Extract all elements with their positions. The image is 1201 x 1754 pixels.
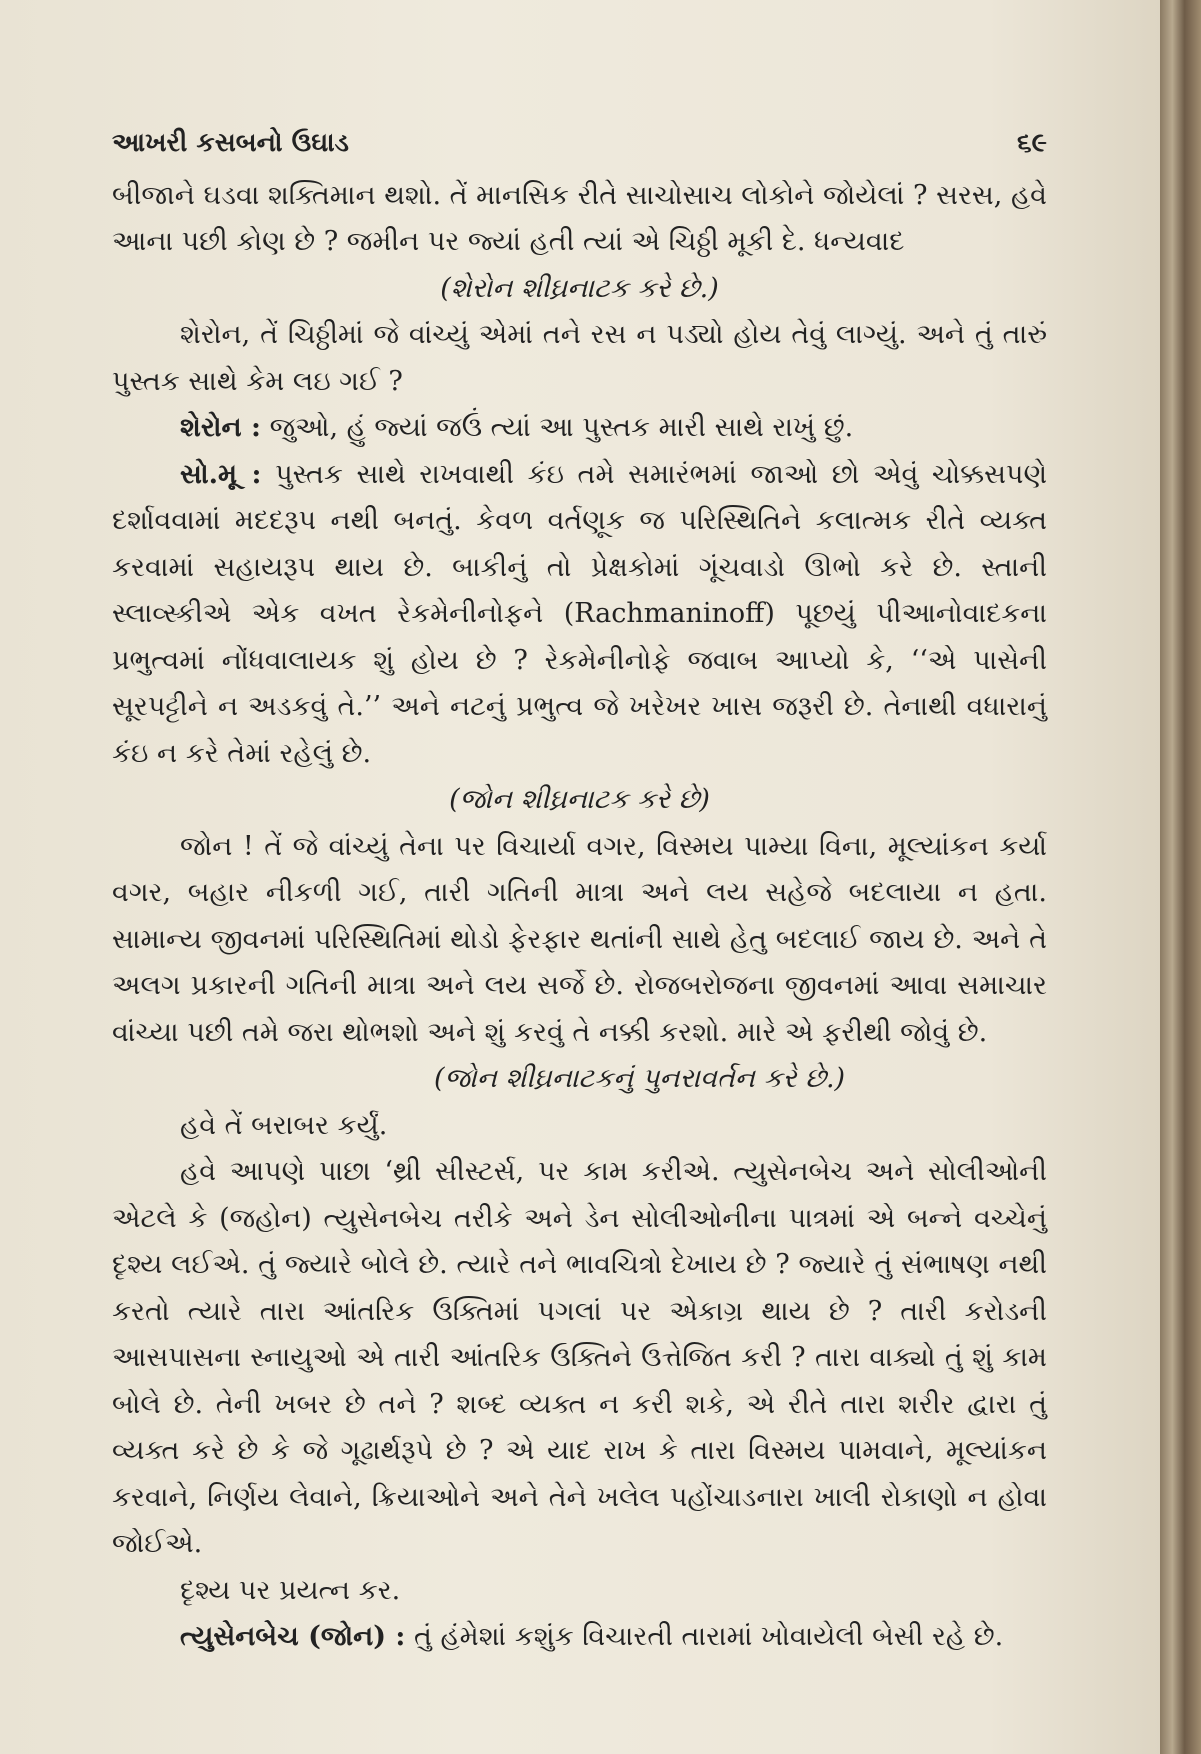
- stage-direction: (જોન શીઘ્રનાટક કરે છે): [449, 784, 710, 815]
- page-edge: [1160, 0, 1201, 1754]
- stage-direction: (જોન શીઘ્રનાટકનું પુનરાવર્તન કરે છે.): [433, 1063, 846, 1094]
- dialogue-text: પુસ્તક સાથે રાખવાથી કંઇ તમે સમારંભમાં જાઓ છો એવું ચોક્કસપણે દર્શાવવામાં મદદરૂપ નથી બનતું. કેવળ વર્તણૂક જ પરિસ્થિતિને કલાત્મક રીતે વ્યક્ત કરવામાં સહાયરૂપ થાય છે. બાકીનું તો પ્રેક્ષકોમાં ગૂંચવાડો ઊભો કરે છે. સ્તાની સ્લાવ્સ્કીએ એક વખત રેકમેનીનોફને (Rachmaninoff) પૂછયું પીઆનોવાદકના પ્રભુત્વમાં નોંધવાલાયક શું હોય છે ? રેકમેનીનોફે જવાબ આપ્યો કે, ‘‘એ પાસેની સૂરપટ્ટીને ન અડકવું તે.’’ અને નટનું પ્રભુત્વ જે ખરેખર ખાસ જરૂરી છે. તેનાથી વધારાનું કંઇ ન કરે તેમાં રહેલું છે.: [112, 458, 1048, 769]
- stage-direction: (શેરોન શીઘ્રનાટક કરે છે.): [440, 272, 719, 304]
- paragraph: બીજાને ઘડવા શક્તિમાન થશો. તેં માનસિક રીતે સાચોસાચ લોકોને જોયેલાં ? સરસ, હવે આના પછી કોણ છે ? જમીન પર જ્યાં હતી ત્યાં એ ચિઠ્ઠી મૂકી દે. ધન્યવાદ: [112, 179, 1047, 257]
- dialogue-line: [112, 452, 1047, 778]
- paragraph: જોન ! તેં જે વાંચ્યું તેના પર વિચાર્યા વગર, વિસ્મય પામ્યા વિના, મૂલ્યાંકન કર્યા વગર, બહાર નીકળી ગઈ, તારી ગતિની માત્રા અને લય સહેજે બદલાયા ન હતા. સામાન્ય જીવનમાં પરિસ્થિતિમાં થોડો ફેરફાર થતાંની સાથે હેતુ બદલાઈ જાય છે. અને તે અલગ પ્રકારની ગતિની માત્રા અને લય સર્જે છે. રોજબરોજના જીવનમાં આવા સમાચાર વાંચ્યા પછી તમે જરા થોભશો અને શું કરવું તે નક્કી કરશો. મારે એ ફરીથી જોવું છે.: [112, 830, 1047, 1048]
- paragraph: હવે આપણે પાછા ‘થ્રી સીસ્ટર્સ, પર કામ કરીએ. ત્યુસેનબેચ અને સોલીઓની એટલે કે (જહોન) ત્યુસેનબેચ તરીકે અને ડેન સોલીઓનીના પાત્રમાં એ બન્ને વચ્ચેનું દૃશ્ય લઈએ. તું જ્યારે બોલે છે. ત્યારે તને ભાવચિત્રો દેખાય છે ? જ્યારે તું સંભાષણ નથી કરતો ત્યારે તારા આંતરિક ઉક્તિમાં પગલાં પર એકાગ્ર થાય છે ? તારી કરોડની આસપાસના સ્નાયુઓ એ તારી આંતરિક ઉક્તિને ઉત્તેજિત કરી ? તારા વાક્યો તું શું કામ બોલે છે. તેની ખબર છે તને ? શબ્દ વ્યક્ત ન કરી શકે, એ રીતે તારા શરીર દ્વારા તું વ્યક્ત કરે છે કે જે ગૂઢાર્થરૂપે છે ? એ યાદ રાખ કે તારા વિસ્મય પામવાને, મૂલ્યાંકન કરવાને, નિર્ણય લેવાને, ક્રિયાઓને અને તેને ખલેલ પહોંચાડનારા ખાલી રોકાણો ન હોવા જોઈએ.: [112, 1156, 1047, 1559]
- paragraph: શેરોન, તેં ચિઠ્ઠીમાં જે વાંચ્યું એમાં તને રસ ન પડ્યો હોય તેવું લાગ્યું. અને તું તારું પુસ્તક સાથે કેમ લઇ ગઈ ?: [112, 319, 1047, 397]
- paragraph: દૃશ્ય પર પ્રયત્ન કર.: [180, 1574, 401, 1606]
- speaker-name: ત્યુસેનબેચ (જોન) :: [180, 1621, 406, 1652]
- paragraph: હવે તેં બરાબર કર્યું.: [180, 1109, 388, 1141]
- chapter-title: આખરી કસબનો ઉઘાડ: [112, 128, 349, 158]
- dialogue-line: [112, 405, 1047, 452]
- speaker-name: શેરોન :: [180, 412, 262, 443]
- dialogue-line: [112, 1614, 1047, 1661]
- page-content: [112, 120, 1047, 1661]
- dialogue-text: તું હંમેશાં કશુંક વિચારતી તારામાં ખોવાયેલી બેસી રહે છે.: [405, 1621, 1004, 1652]
- dialogue-text: જુઓ, હું જ્યાં જઉં ત્યાં આ પુસ્તક મારી સાથે રાખું છું.: [261, 412, 854, 443]
- speaker-name: સો.મૂ :: [180, 458, 262, 490]
- running-header: [112, 120, 1047, 167]
- page-number: ૬૯: [1017, 128, 1047, 158]
